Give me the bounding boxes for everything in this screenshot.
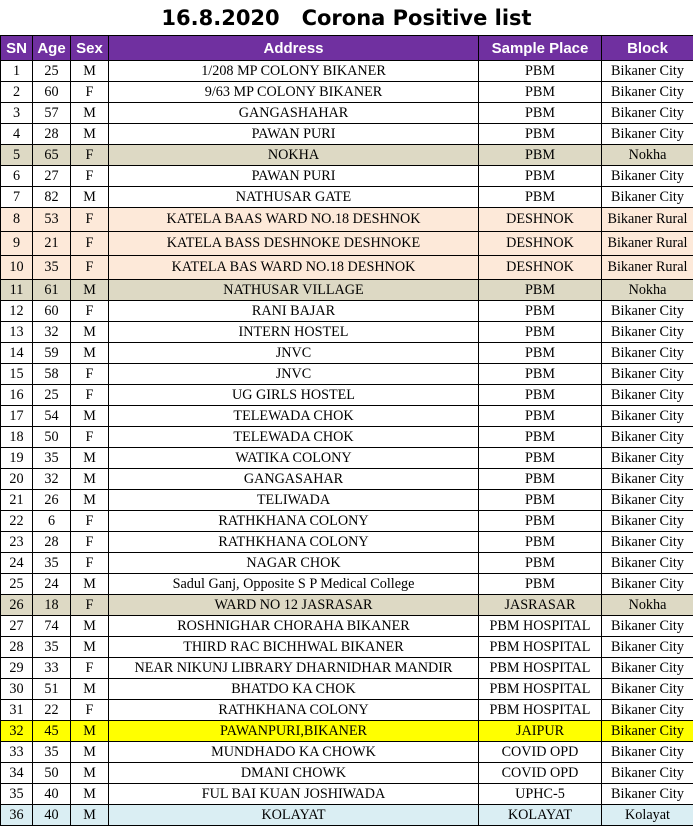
cell-sex: M: [71, 637, 109, 658]
header-address: Address: [109, 36, 479, 61]
table-row: [1, 280, 693, 301]
cell-block: Bikaner City: [602, 784, 693, 805]
table-row: [1, 511, 693, 532]
cell-sample-place: PBM: [479, 343, 602, 364]
cell-sn: 13: [1, 322, 33, 343]
cell-age: 54: [33, 406, 71, 427]
cell-sample-place: PBM: [479, 280, 602, 301]
cell-block: Bikaner City: [602, 742, 693, 763]
cell-sn: 21: [1, 490, 33, 511]
cell-address: INTERN HOSTEL: [109, 322, 479, 343]
cell-sn: 30: [1, 679, 33, 700]
cell-sn: 24: [1, 553, 33, 574]
cell-address: TELEWADA CHOK: [109, 427, 479, 448]
cell-age: 50: [33, 427, 71, 448]
cell-sample-place: PBM: [479, 448, 602, 469]
cell-sample-place: PBM: [479, 82, 602, 103]
cell-sex: M: [71, 763, 109, 784]
cell-block: Nokha: [602, 145, 693, 166]
table-row: [1, 805, 693, 826]
cell-block: Bikaner City: [602, 763, 693, 784]
cell-address: KATELA BASS DESHNOKE DESHNOKE: [109, 232, 479, 256]
cell-sex: F: [71, 511, 109, 532]
cell-age: 28: [33, 532, 71, 553]
cell-sample-place: KOLAYAT: [479, 805, 602, 826]
cell-address: TELEWADA CHOK: [109, 406, 479, 427]
cell-block: Bikaner City: [602, 700, 693, 721]
cell-sn: 1: [1, 61, 33, 82]
cell-sample-place: PBM: [479, 574, 602, 595]
table-row: [1, 700, 693, 721]
cell-address: RATHKHANA COLONY: [109, 532, 479, 553]
table-row: [1, 532, 693, 553]
cell-sn: 6: [1, 166, 33, 187]
cell-block: Bikaner City: [602, 103, 693, 124]
cell-address: RANI BAJAR: [109, 301, 479, 322]
cell-sex: F: [71, 82, 109, 103]
cell-address: PAWAN PURI: [109, 166, 479, 187]
table-row: [1, 448, 693, 469]
cell-age: 65: [33, 145, 71, 166]
cell-sample-place: PBM: [479, 553, 602, 574]
cell-sn: 36: [1, 805, 33, 826]
table-row: [1, 82, 693, 103]
cell-address: 1/208 MP COLONY BIKANER: [109, 61, 479, 82]
cell-block: Nokha: [602, 595, 693, 616]
cell-block: Bikaner City: [602, 637, 693, 658]
cell-age: 45: [33, 721, 71, 742]
cell-block: Kolayat: [602, 805, 693, 826]
cell-age: 60: [33, 82, 71, 103]
cell-age: 35: [33, 448, 71, 469]
cell-address: RATHKHANA COLONY: [109, 511, 479, 532]
cell-sample-place: PBM: [479, 532, 602, 553]
cell-sample-place: PBM: [479, 61, 602, 82]
cell-sex: M: [71, 343, 109, 364]
cell-block: Bikaner City: [602, 469, 693, 490]
cell-sample-place: PBM: [479, 406, 602, 427]
cell-age: 25: [33, 61, 71, 82]
cell-sample-place: PBM: [479, 187, 602, 208]
cell-sex: M: [71, 679, 109, 700]
cell-block: Bikaner City: [602, 322, 693, 343]
cell-address: UG GIRLS HOSTEL: [109, 385, 479, 406]
table-row: [1, 721, 693, 742]
cell-sex: M: [71, 805, 109, 826]
header-row: [1, 36, 693, 61]
cell-sn: 34: [1, 763, 33, 784]
cell-sex: M: [71, 784, 109, 805]
cell-sample-place: PBM HOSPITAL: [479, 700, 602, 721]
cell-sn: 10: [1, 256, 33, 280]
cell-sample-place: COVID OPD: [479, 763, 602, 784]
cell-age: 61: [33, 280, 71, 301]
header-age: Age: [33, 36, 71, 61]
cell-address: RATHKHANA COLONY: [109, 700, 479, 721]
cell-address: NATHUSAR VILLAGE: [109, 280, 479, 301]
table-row: [1, 784, 693, 805]
cell-sex: F: [71, 553, 109, 574]
header-sn: SN: [1, 36, 33, 61]
table-row: [1, 103, 693, 124]
cell-sn: 32: [1, 721, 33, 742]
cell-sample-place: PBM HOSPITAL: [479, 637, 602, 658]
cell-sex: M: [71, 187, 109, 208]
cell-sn: 19: [1, 448, 33, 469]
cell-age: 50: [33, 763, 71, 784]
cell-age: 28: [33, 124, 71, 145]
cell-sample-place: PBM: [479, 490, 602, 511]
table-row: [1, 187, 693, 208]
cell-age: 32: [33, 469, 71, 490]
cell-address: BHATDO KA CHOK: [109, 679, 479, 700]
cell-age: 22: [33, 700, 71, 721]
cell-sex: F: [71, 427, 109, 448]
cell-sample-place: PBM: [479, 469, 602, 490]
header-block: Block: [602, 36, 693, 61]
cell-address: GANGASHAHAR: [109, 103, 479, 124]
cell-sex: F: [71, 145, 109, 166]
cell-sample-place: PBM: [479, 322, 602, 343]
cell-sex: M: [71, 61, 109, 82]
cell-age: 74: [33, 616, 71, 637]
cell-sample-place: UPHC-5: [479, 784, 602, 805]
cell-sample-place: PBM: [479, 427, 602, 448]
cell-address: WARD NO 12 JASRASAR: [109, 595, 479, 616]
cell-sn: 9: [1, 232, 33, 256]
cell-sn: 2: [1, 82, 33, 103]
table-row: [1, 763, 693, 784]
table-row: [1, 574, 693, 595]
cell-sn: 27: [1, 616, 33, 637]
cell-block: Bikaner City: [602, 721, 693, 742]
cell-sex: M: [71, 721, 109, 742]
cell-sex: F: [71, 532, 109, 553]
table-row: [1, 679, 693, 700]
page-title: 16.8.2020 Corona Positive list: [0, 0, 693, 35]
cell-block: Nokha: [602, 280, 693, 301]
cell-address: KOLAYAT: [109, 805, 479, 826]
table-row: [1, 406, 693, 427]
cell-sn: 4: [1, 124, 33, 145]
cell-age: 32: [33, 322, 71, 343]
table-row: [1, 208, 693, 232]
cell-sex: F: [71, 385, 109, 406]
cell-address: NOKHA: [109, 145, 479, 166]
cell-sample-place: PBM: [479, 145, 602, 166]
cell-age: 35: [33, 742, 71, 763]
table-row: [1, 145, 693, 166]
table-row: [1, 742, 693, 763]
table-row: [1, 364, 693, 385]
cell-sex: M: [71, 103, 109, 124]
table-row: [1, 595, 693, 616]
cell-block: Bikaner Rural: [602, 208, 693, 232]
cell-sn: 35: [1, 784, 33, 805]
cell-sex: F: [71, 364, 109, 385]
cell-block: Bikaner City: [602, 553, 693, 574]
table-row: [1, 553, 693, 574]
cell-age: 82: [33, 187, 71, 208]
cell-sample-place: PBM: [479, 166, 602, 187]
cell-age: 51: [33, 679, 71, 700]
cell-sample-place: PBM: [479, 364, 602, 385]
cell-address: MUNDHADO KA CHOWK: [109, 742, 479, 763]
table-body: [1, 61, 693, 826]
table-row: [1, 256, 693, 280]
table-row: [1, 427, 693, 448]
cell-sn: 31: [1, 700, 33, 721]
cell-sn: 22: [1, 511, 33, 532]
cell-sample-place: DESHNOK: [479, 232, 602, 256]
cell-sn: 20: [1, 469, 33, 490]
cell-address: GANGASAHAR: [109, 469, 479, 490]
cell-address: TELIWADA: [109, 490, 479, 511]
table-row: [1, 322, 693, 343]
cell-block: Bikaner City: [602, 61, 693, 82]
cell-sex: M: [71, 574, 109, 595]
cell-sex: F: [71, 301, 109, 322]
cell-address: JNVC: [109, 364, 479, 385]
cell-sample-place: PBM: [479, 103, 602, 124]
cell-block: Bikaner City: [602, 574, 693, 595]
cell-address: KATELA BAAS WARD NO.18 DESHNOK: [109, 208, 479, 232]
cell-age: 18: [33, 595, 71, 616]
cell-age: 40: [33, 784, 71, 805]
cell-address: 9/63 MP COLONY BIKANER: [109, 82, 479, 103]
cell-block: Bikaner City: [602, 532, 693, 553]
cell-block: Bikaner City: [602, 679, 693, 700]
table-row: [1, 232, 693, 256]
cell-sn: 29: [1, 658, 33, 679]
cell-sex: M: [71, 490, 109, 511]
cell-age: 24: [33, 574, 71, 595]
cell-sex: M: [71, 742, 109, 763]
cell-address: NAGAR CHOK: [109, 553, 479, 574]
cell-sample-place: JAIPUR: [479, 721, 602, 742]
cell-address: Sadul Ganj, Opposite S P Medical College: [109, 574, 479, 595]
cell-sample-place: PBM: [479, 385, 602, 406]
cell-sex: F: [71, 208, 109, 232]
cell-age: 58: [33, 364, 71, 385]
cell-address: NATHUSAR GATE: [109, 187, 479, 208]
cell-address: FUL BAI KUAN JOSHIWADA: [109, 784, 479, 805]
cell-sn: 17: [1, 406, 33, 427]
cell-sn: 28: [1, 637, 33, 658]
header-sex: Sex: [71, 36, 109, 61]
cell-block: Bikaner City: [602, 166, 693, 187]
cell-sn: 5: [1, 145, 33, 166]
cell-sn: 16: [1, 385, 33, 406]
cell-address: THIRD RAC BICHHWAL BIKANER: [109, 637, 479, 658]
cell-block: Bikaner City: [602, 124, 693, 145]
cell-sn: 8: [1, 208, 33, 232]
cell-block: Bikaner City: [602, 364, 693, 385]
cell-block: Bikaner City: [602, 616, 693, 637]
cell-block: Bikaner City: [602, 511, 693, 532]
table-row: [1, 343, 693, 364]
cell-sn: 23: [1, 532, 33, 553]
cell-sn: 11: [1, 280, 33, 301]
table-row: [1, 301, 693, 322]
cell-block: Bikaner City: [602, 301, 693, 322]
table-row: [1, 658, 693, 679]
cell-sn: 33: [1, 742, 33, 763]
cell-age: 27: [33, 166, 71, 187]
table-row: [1, 469, 693, 490]
cell-sample-place: PBM: [479, 124, 602, 145]
cell-block: Bikaner City: [602, 490, 693, 511]
cell-address: KATELA BAS WARD NO.18 DESHNOK: [109, 256, 479, 280]
cell-sex: M: [71, 448, 109, 469]
cell-sex: M: [71, 124, 109, 145]
cell-age: 25: [33, 385, 71, 406]
cell-block: Bikaner Rural: [602, 232, 693, 256]
cell-sn: 14: [1, 343, 33, 364]
cell-address: ROSHNIGHAR CHORAHA BIKANER: [109, 616, 479, 637]
cell-block: Bikaner Rural: [602, 256, 693, 280]
cell-sample-place: COVID OPD: [479, 742, 602, 763]
cell-sn: 15: [1, 364, 33, 385]
cell-block: Bikaner City: [602, 427, 693, 448]
cell-sex: F: [71, 595, 109, 616]
cell-sample-place: PBM: [479, 511, 602, 532]
cell-sn: 12: [1, 301, 33, 322]
cell-age: 40: [33, 805, 71, 826]
table-row: [1, 616, 693, 637]
cell-address: PAWANPURI,BIKANER: [109, 721, 479, 742]
cell-age: 21: [33, 232, 71, 256]
cell-sample-place: JASRASAR: [479, 595, 602, 616]
cell-sample-place: PBM HOSPITAL: [479, 679, 602, 700]
cell-block: Bikaner City: [602, 448, 693, 469]
cell-sn: 18: [1, 427, 33, 448]
cell-address: DMANI CHOWK: [109, 763, 479, 784]
table-row: [1, 637, 693, 658]
cell-sex: F: [71, 232, 109, 256]
cell-sex: F: [71, 700, 109, 721]
cell-sex: M: [71, 406, 109, 427]
cell-age: 35: [33, 256, 71, 280]
cell-block: Bikaner City: [602, 406, 693, 427]
cell-sn: 3: [1, 103, 33, 124]
cell-address: NEAR NIKUNJ LIBRARY DHARNIDHAR MANDIR: [109, 658, 479, 679]
cell-sex: F: [71, 256, 109, 280]
cell-age: 53: [33, 208, 71, 232]
cell-age: 33: [33, 658, 71, 679]
cell-sn: 7: [1, 187, 33, 208]
cell-sex: F: [71, 166, 109, 187]
cell-age: 6: [33, 511, 71, 532]
cell-sample-place: PBM HOSPITAL: [479, 658, 602, 679]
cell-block: Bikaner City: [602, 82, 693, 103]
cell-sex: F: [71, 658, 109, 679]
table-row: [1, 385, 693, 406]
cell-block: Bikaner City: [602, 385, 693, 406]
cell-sample-place: DESHNOK: [479, 208, 602, 232]
cell-address: JNVC: [109, 343, 479, 364]
cell-sample-place: DESHNOK: [479, 256, 602, 280]
cell-sex: M: [71, 280, 109, 301]
cell-sample-place: PBM HOSPITAL: [479, 616, 602, 637]
positive-list-table: [0, 35, 693, 826]
cell-block: Bikaner City: [602, 343, 693, 364]
cell-sample-place: PBM: [479, 301, 602, 322]
cell-sn: 25: [1, 574, 33, 595]
cell-sex: M: [71, 616, 109, 637]
header-sample-place: Sample Place: [479, 36, 602, 61]
cell-address: PAWAN PURI: [109, 124, 479, 145]
cell-age: 59: [33, 343, 71, 364]
table-row: [1, 166, 693, 187]
cell-age: 26: [33, 490, 71, 511]
table-row: [1, 124, 693, 145]
cell-age: 35: [33, 553, 71, 574]
cell-address: WATIKA COLONY: [109, 448, 479, 469]
cell-age: 57: [33, 103, 71, 124]
cell-age: 35: [33, 637, 71, 658]
cell-block: Bikaner City: [602, 658, 693, 679]
table-row: [1, 490, 693, 511]
cell-sex: M: [71, 469, 109, 490]
cell-age: 60: [33, 301, 71, 322]
cell-sex: M: [71, 322, 109, 343]
cell-block: Bikaner City: [602, 187, 693, 208]
table-row: [1, 61, 693, 82]
cell-sn: 26: [1, 595, 33, 616]
